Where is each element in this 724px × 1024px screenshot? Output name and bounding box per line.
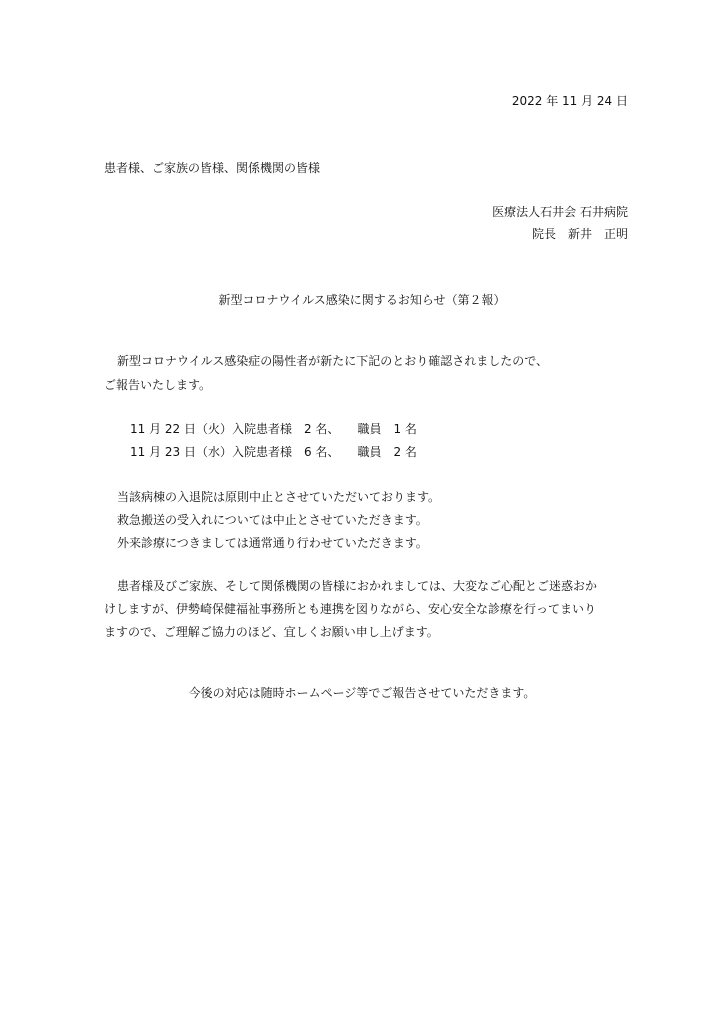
- document-date: 2022 年 11 月 24 日: [511, 94, 628, 108]
- case-patients: 入院患者様 2 名、: [231, 422, 340, 436]
- case-patients: 入院患者様 6 名、: [231, 445, 340, 459]
- director-name: 院長 新井 正明: [531, 227, 628, 241]
- case-row: [130, 423, 417, 435]
- intro-line-2: ご報告いたします。: [104, 378, 212, 392]
- case-row: [130, 446, 417, 458]
- closing-line: 今後の対応は随時ホームページ等でご報告させていただきます。: [188, 686, 536, 700]
- apology-line-1: 患者様及びご家族、そして関係機関の皆様におかれましては、大変なご心配とご迷惑おか: [117, 579, 598, 593]
- measure-line: 救急搬送の受入れについては中止とさせていただきます。: [117, 513, 428, 527]
- addressee-line: 患者様、ご家族の皆様、関係機関の皆様: [104, 161, 321, 175]
- notice-title: 新型コロナウイルス感染に関するお知らせ（第２報）: [218, 293, 506, 307]
- apology-line-3: ますので、ご理解ご協力のほど、宜しくお願い申し上げます。: [104, 625, 439, 639]
- apology-line-2: けしますが、伊勢崎保健福祉事務所とも連携を図りながら、安心安全な診療を行ってまいり: [104, 602, 597, 616]
- measure-line: 当該病棟の入退院は原則中止とさせていただいております。: [117, 490, 441, 504]
- case-date: 11 月 23 日（水）: [130, 445, 232, 459]
- organization-name: 医療法人石井会 石井病院: [492, 205, 628, 219]
- case-staff: 職員 2 名: [357, 445, 417, 459]
- measure-line: 外来診療につきましては通常通り行わせていただきます。: [117, 536, 428, 550]
- case-date: 11 月 22 日（火）: [130, 422, 232, 436]
- intro-line-1: 新型コロナウイルス感染症の陽性者が新たに下記のとおり確認されましたので、: [117, 354, 549, 368]
- case-staff: 職員 1 名: [357, 422, 417, 436]
